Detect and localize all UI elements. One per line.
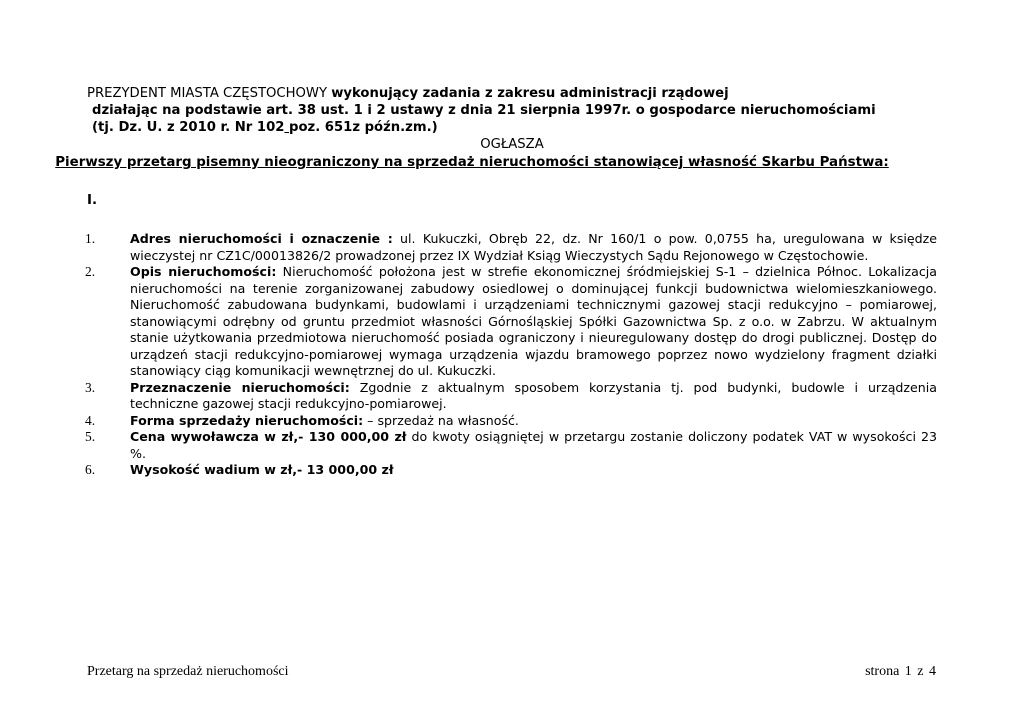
item-label: Wysokość wadium w zł,- 13 000,00 zł [130,462,394,477]
property-details-list [85,231,937,479]
item-label: Opis nieruchomości: [130,264,277,279]
section-number: I. [87,193,98,208]
item-number: 6. [85,462,96,477]
footer-title: Przetarg na sprzedaż nieruchomości [87,664,289,679]
item-number: 1. [85,231,96,246]
list-item [85,380,937,413]
list-item [85,462,937,479]
list-item [85,231,937,264]
header-citation-b: poz. 651z późn.zm.) [289,120,438,135]
item-number: 3. [85,379,96,395]
header-line-1 [87,85,729,102]
list-item [85,413,937,430]
list-item [85,429,937,462]
list-item [85,264,937,380]
header-legal-basis: działając na podstawie art. 38 ust. 1 i 2 ustawy z dnia 21 sierpnia 1997r. o gospodarce nieruchomościami [92,103,876,118]
item-text: Zgodnie z aktualnym sposobem korzystania tj. pod budynki, budowle i urządzenia techniczne gazowej stacji redukcyjno-pomiarowej. [130,379,937,411]
announce-heading: OGŁASZA [480,137,544,152]
item-text: do kwoty osiągniętej w przetargu zostanie doliczony podatek VAT w wysokości 23 %. [130,429,937,461]
header-line-3 [92,119,438,136]
page-number: strona 1 z 4 [865,664,936,679]
item-label: Cena wywoławcza w zł,- 130 000,00 zł [130,429,407,444]
item-number: 4. [85,412,96,428]
item-number: 5. [85,429,96,444]
header-citation-a: (tj. Dz. U. z 2010 r. Nr 102 [92,120,285,135]
item-label: Przeznaczenie nieruchomości: [130,379,350,395]
header-role: wykonujący zadania z zakresu administracji rządowej [331,86,729,101]
item-text: ul. Kukuczki, Obręb 22, dz. Nr 160/1 o pow. 0,0755 ha, uregulowana w księdze wieczystej nr CZ1C/00013826/2 prowadzonej przez IX Wydział Ksiąg Wieczystych Sądu Rejonowego w Częstochowie. [130,231,937,263]
header-line-2 [92,102,876,119]
item-label: Adres nieruchomości i oznaczenie : [130,231,393,246]
item-text: Nieruchomość położona jest w strefie ekonomicznej śródmiejskiej S-1 – dzielnica Północ. Lokalizacja nieruchomości na terenie zorganizowanej zabudowy osiedlowej o dominującej funkcji budownictwa wielomieszkaniowego. Nieruchomość zabudowana budynkami, budowlami i urządzeniami technicznymi gazowej stacji redukcyjno – pomiarowej, stanowiącymi odrębny od gruntu przedmiot własności Górnośląskiej Spółki Gazownictwa Sp. z o.o. w Zabrzu. W aktualnym stanie użytkowania przedmiotowa nieruchomość posiada ograniczony i nieuregulowany dostęp do drogi publicznej. Dostęp do urządzeń stacji redukcyjno-pomiarowej wymaga urządzenia wjazdu bramowego poprzez nowo wydzielony fragment działki stanowiący ciąg komunikacji wewnętrznej do ul. Kukuczki. [130,264,937,378]
item-number: 2. [85,264,96,279]
item-text: – sprzedaż na własność. [363,412,519,428]
document-title: Pierwszy przetarg pisemny nieograniczony na sprzedaż nieruchomości stanowiącej własność Skarbu Państwa: [55,155,889,170]
item-label: Forma sprzedaży nieruchomości: [130,412,364,428]
header-authority: PREZYDENT MIASTA CZĘSTOCHOWY [87,86,332,101]
